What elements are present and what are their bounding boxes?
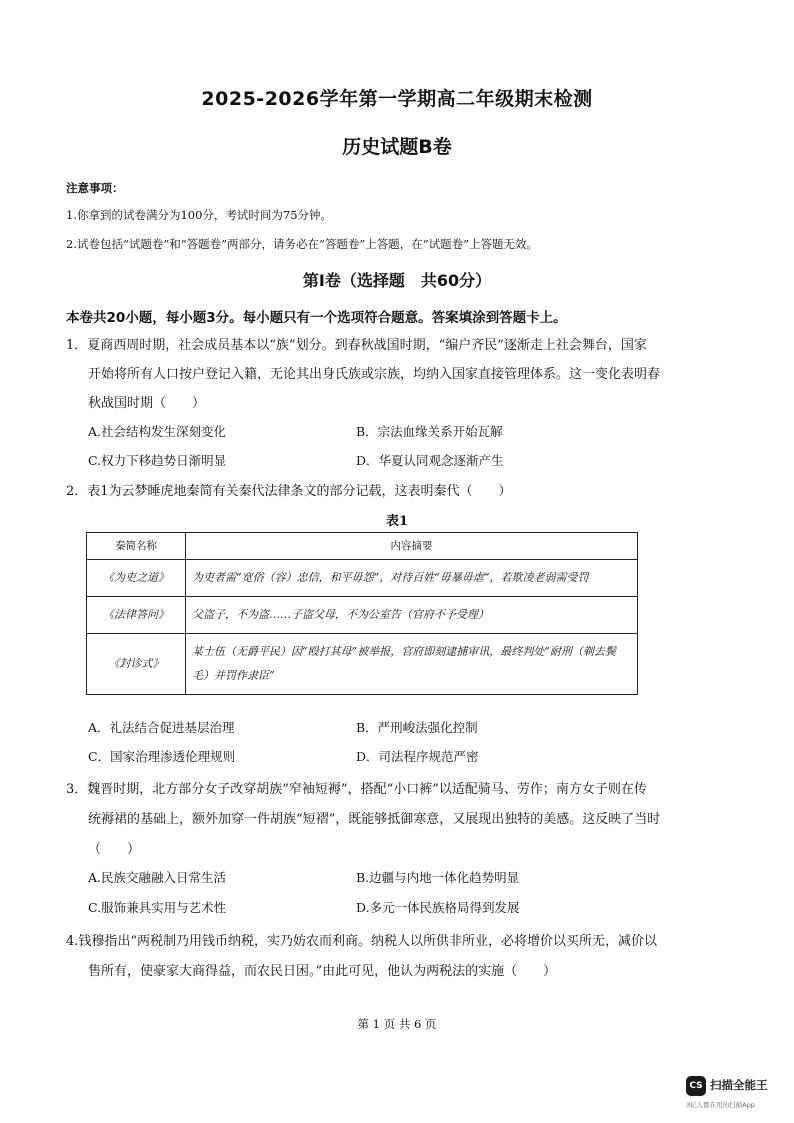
notice-heading: 注意事项： [66, 181, 124, 195]
table-cell-name: 《为吏之道》 [87, 560, 186, 597]
scanner-watermark [686, 1074, 782, 1112]
table-row [87, 634, 638, 695]
table-header-cell: 秦简名称 [87, 533, 186, 560]
exam-title: 2025-2026学年第一学期高二年级期末检测 [201, 88, 593, 110]
table-row [87, 597, 638, 634]
section-description: 本卷共20小题，每小题3分。每小题只有一个选项符合题意。答案填涂到答题卡上。 [66, 310, 567, 326]
question-1-line: 秋战国时期（ ） [88, 396, 206, 411]
question-2-option-d: D．司法程序规范严密 [356, 749, 479, 764]
question-3-option-a: A.民族交融融入日常生活 [88, 870, 227, 885]
question-1-option-c: C.权力下移趋势日渐明显 [88, 453, 227, 468]
section-title: 第Ⅰ卷（选择题 共60分） [302, 271, 492, 290]
table-label: 表1 [385, 514, 409, 529]
question-1-option-d: D．华夏认同观念逐渐产生 [356, 453, 504, 468]
table-cell-name: 《法律答问》 [87, 597, 186, 634]
question-2-option-a: A．礼法结合促进基层治理 [88, 720, 235, 735]
question-3-option-d: D.多元一体民族格局得到发展 [356, 900, 520, 915]
question-3-line: （ ） [88, 842, 141, 857]
table-cell-name: 《封诊式》 [87, 634, 186, 695]
question-3-option-c: C.服饰兼具实用与艺术性 [88, 900, 227, 915]
question-4-line: 4.钱穆指出“两税制乃用钱币纳税，实乃妨农而利商。纳税人以所供非所业，必将增价以买所无，减价以 [66, 934, 658, 949]
table-cell-content: 父盗子，不为盗……子盗父母，不为公室告（官府不予受理） [186, 597, 638, 634]
law-table [86, 532, 638, 695]
page-footer: 第 1 页 共 6 页 [357, 1017, 437, 1031]
table-row [87, 560, 638, 597]
question-4-line: 售所有，使豪家大商得益，而农民日困。”由此可见，他认为两税法的实施（ ） [88, 964, 557, 979]
question-1-option-b: B．宗法血缘关系开始瓦解 [356, 424, 503, 439]
question-1-line: 1．夏商西周时期，社会成员基本以“族”划分。到春秋战国时期，“编户齐民”逐渐走上社会舞台，国家 [66, 338, 647, 353]
notice-item: 1.你拿到的试卷满分为100分，考试时间为75分钟。 [66, 208, 333, 222]
table-header-row [87, 533, 638, 560]
question-3-line: 3．魏晋时期，北方部分女子改穿胡族“窄袖短褥”，搭配“小口裤”以适配骑马、劳作；南方女子则在传 [66, 782, 647, 797]
question-2-option-c: C．国家治理渗透伦理规则 [88, 749, 236, 764]
question-2-option-b: B．严刑峻法强化控制 [356, 720, 478, 735]
exam-subtitle: 历史试题B卷 [342, 136, 452, 158]
question-3-line: 统褥裙的基础上，额外加穿一件胡族“短褶”，既能够抵御寒意，又展现出独特的美感。这反映了当时 [88, 812, 661, 827]
camscanner-logo-icon: CS [686, 1076, 706, 1096]
table-cell-content: 某士伍（无爵平民）因“殴打其母”被举报，官府即刻逮捕审讯，最终判处“耐刑（剃去鬓毛）并罚作隶臣” [186, 634, 638, 695]
watermark-name: 扫描全能王 [710, 1078, 768, 1092]
question-1-option-a: A.社会结构发生深刻变化 [88, 424, 227, 439]
table-cell-content: 为吏者需“宽俗（容）忠信，和平毋怨”，对待百姓“毋暴毋虐”，若欺凌老弱需受罚 [186, 560, 638, 597]
question-2-stem: 2．表1为云梦睡虎地秦简有关秦代法律条文的部分记载，这表明秦代（ ） [66, 484, 512, 499]
table-header-cell: 内容摘要 [186, 533, 638, 560]
question-3-option-b: B.边疆与内地一体化趋势明显 [356, 870, 520, 885]
watermark-tagline: 3亿人都在用的扫描App [686, 1101, 755, 1109]
notice-item: 2.试卷包括“试题卷”和“答题卷”两部分，请务必在“答题卷”上答题，在“试题卷”上答题无效。 [66, 237, 539, 251]
question-1-line: 开始将所有人口按户登记入籍，无论其出身氏族或宗族，均纳入国家直接管理体系。这一变化表明春 [88, 367, 661, 382]
